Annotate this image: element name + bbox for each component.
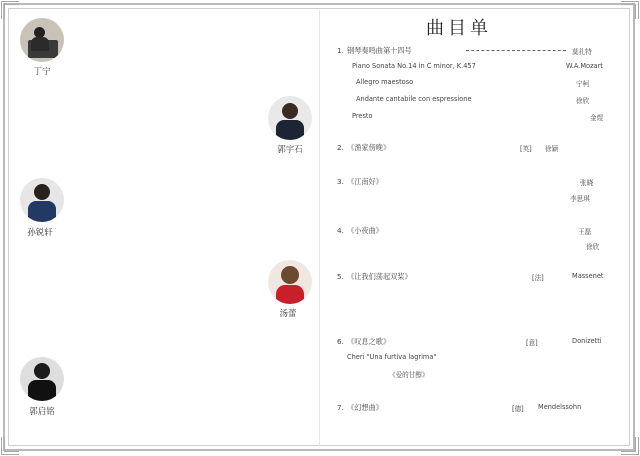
movement: Allegro maestoso — [356, 78, 414, 86]
item-number: 7. — [337, 403, 344, 412]
movement-performer: 徐欣 — [576, 97, 590, 105]
item-composer: Donizetti — [572, 337, 602, 345]
movement: Andante cantabile con espressione — [356, 95, 472, 103]
item-aria: Cheri "Una furtiva lagrima" — [347, 353, 437, 361]
movement-performer: W.A.Mozart — [566, 62, 603, 70]
item-performer: 徐欣 — [586, 243, 600, 251]
item-number: 6. — [337, 337, 344, 346]
item-composer: Mendelssohn — [538, 403, 582, 411]
movement-performer: 宁柯 — [576, 80, 590, 88]
item-title: 《渔家傍晚》 — [347, 143, 391, 152]
avatar — [20, 357, 64, 401]
item-title: 钢琴奏鸣曲第十四号 — [347, 46, 412, 55]
avatar — [268, 96, 312, 140]
avatar — [268, 260, 312, 304]
movement: Piano Sonata No.14 in C minor, K.457 — [352, 62, 476, 70]
item-composer: Massenet — [572, 272, 604, 280]
item-title: 《让我们荡起双桨》 — [347, 272, 412, 281]
corner-ornament — [1, 1, 19, 19]
performer-name: 郭宇石 — [277, 145, 303, 155]
item-number: 3. — [337, 177, 344, 186]
avatar — [20, 178, 64, 222]
item-opera: 《爱的甘醇》 — [389, 371, 429, 379]
performer-name: 孙锐轩 — [27, 228, 53, 238]
leader-line — [466, 50, 566, 51]
corner-ornament — [621, 437, 639, 455]
corner-ornament — [621, 1, 639, 19]
page-divider — [319, 10, 320, 446]
performer-name: 郭启铭 — [29, 407, 55, 417]
performer-name: 汤蕾 — [279, 309, 297, 319]
avatar — [20, 18, 64, 62]
item-number: 2. — [337, 143, 344, 152]
performer-name: 丁宁 — [33, 67, 51, 77]
item-number: 5. — [337, 272, 344, 281]
program-title: 曲目单 — [426, 18, 492, 39]
item-performer: 李思琪 — [570, 195, 590, 203]
item-title: 《江南好》 — [347, 177, 383, 186]
item-composer: 张晓 — [580, 179, 594, 187]
corner-ornament — [1, 437, 19, 455]
item-arrangement: [法] — [532, 274, 544, 282]
item-arrangement: [意] — [526, 339, 538, 347]
movement: Presto — [352, 112, 373, 120]
movement-performer: 金煜 — [590, 114, 604, 122]
item-composer: 王磊 — [578, 228, 592, 236]
item-arrangement: [德] — [512, 405, 524, 413]
item-number: 4. — [337, 226, 344, 235]
item-title: 《叹息之歌》 — [347, 337, 391, 346]
item-composer: 徐颖 — [545, 145, 559, 153]
item-title: 《幻想曲》 — [347, 403, 383, 412]
item-composer: 莫扎特 — [572, 48, 592, 56]
item-number: 1. — [337, 46, 344, 55]
item-title: 《小夜曲》 — [347, 226, 383, 235]
item-arrangement: [英] — [520, 145, 532, 153]
